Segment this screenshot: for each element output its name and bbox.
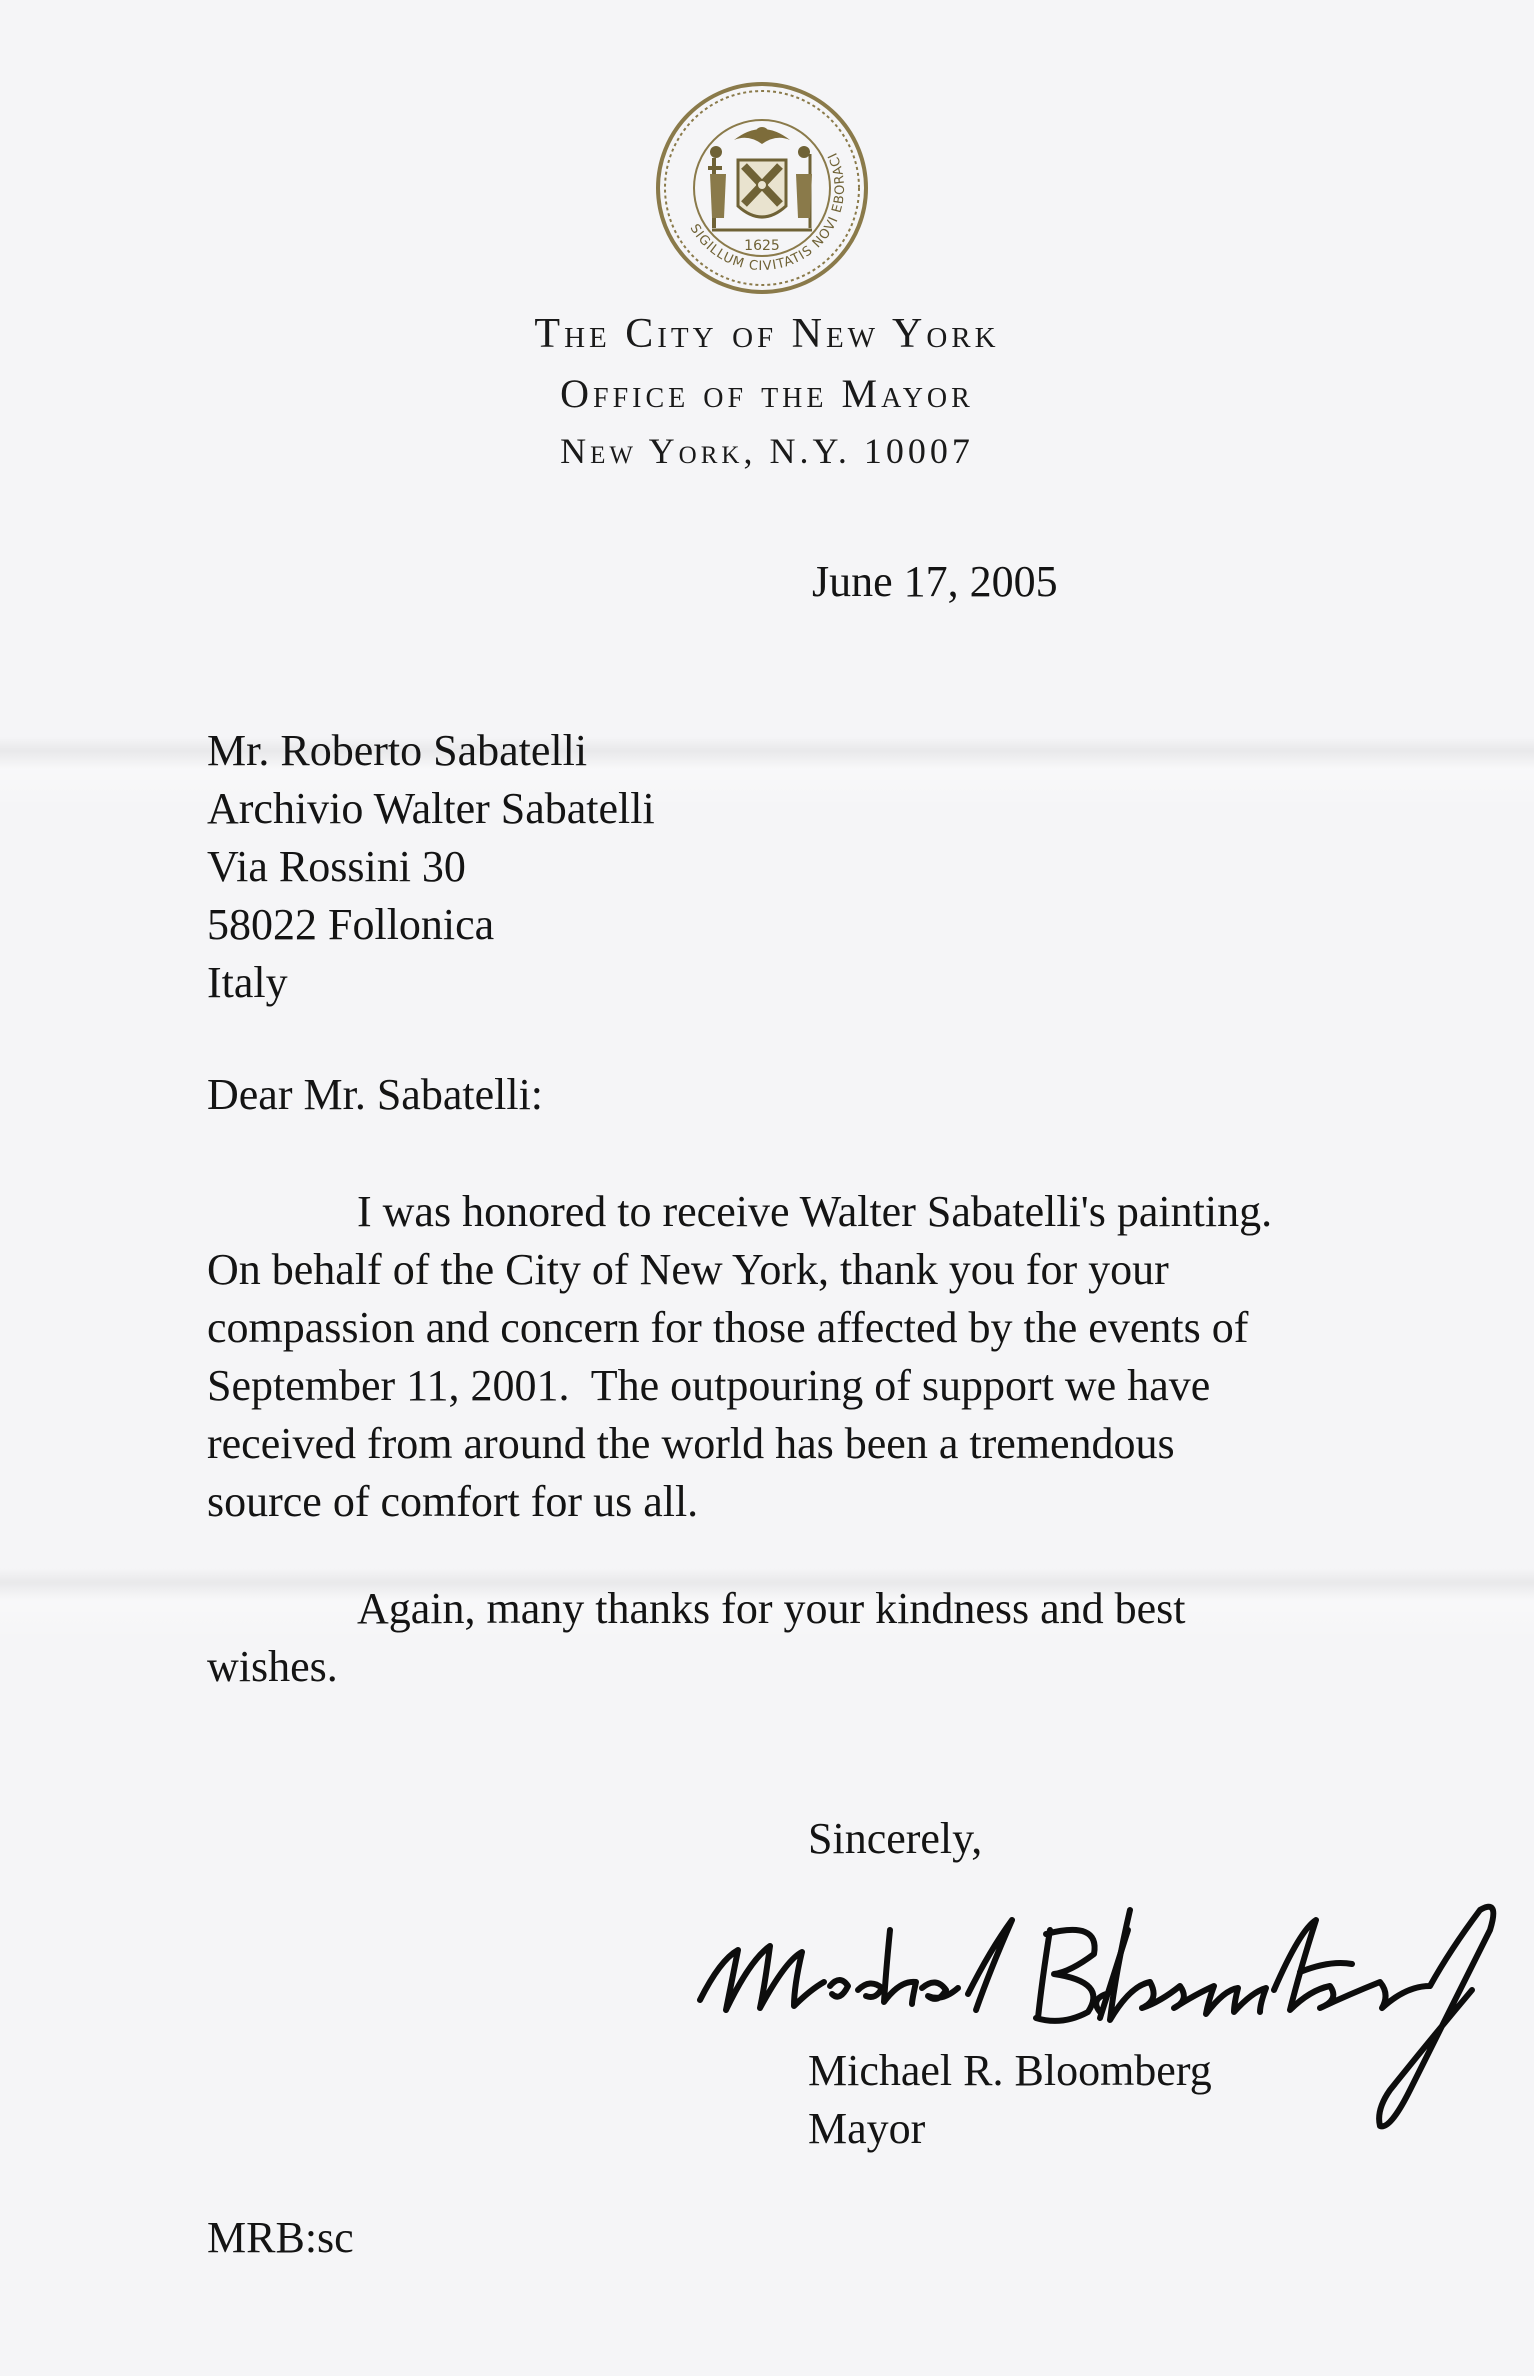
body-line: source of comfort for us all. bbox=[207, 1477, 699, 1526]
letter-date: June 17, 2005 bbox=[812, 557, 1058, 606]
closing: Sincerely, bbox=[808, 1814, 983, 1863]
body-line: Again, many thanks for your kindness and best bbox=[357, 1584, 1186, 1633]
body-paragraph-1 bbox=[207, 1183, 1272, 1531]
signer-name: Michael R. Bloomberg bbox=[808, 2046, 1212, 2095]
salutation: Dear Mr. Sabatelli: bbox=[207, 1070, 544, 1119]
letterhead-address: New York, N.Y. 10007 bbox=[560, 431, 974, 471]
letterhead-city: The City of New York bbox=[534, 311, 1000, 357]
body-line: received from around the world has been a tremendous bbox=[207, 1419, 1175, 1468]
body-line: I was honored to receive Walter Sabatelli's painting. bbox=[357, 1187, 1273, 1236]
signer-title: Mayor bbox=[808, 2104, 926, 2153]
body-line: compassion and concern for those affected by the events of bbox=[207, 1303, 1249, 1352]
body-paragraph-2 bbox=[207, 1580, 1186, 1696]
recipient-name: Mr. Roberto Sabatelli bbox=[207, 726, 588, 775]
recipient-address bbox=[207, 722, 655, 1012]
signer-block bbox=[808, 2042, 1212, 2158]
recipient-country: Italy bbox=[207, 958, 288, 1007]
body-line: September 11, 2001. The outpouring of support we have bbox=[207, 1361, 1211, 1410]
reference-initials: MRB:sc bbox=[207, 2213, 354, 2262]
recipient-organization: Archivio Walter Sabatelli bbox=[207, 784, 655, 833]
recipient-street: Via Rossini 30 bbox=[207, 842, 466, 891]
seal-year: 1625 bbox=[744, 238, 780, 254]
recipient-city: 58022 Follonica bbox=[207, 900, 495, 949]
body-line: wishes. bbox=[207, 1642, 338, 1691]
letterhead-office: Office of the Mayor bbox=[560, 371, 974, 416]
city-seal bbox=[652, 78, 872, 298]
seal-motto: SIGILLUM CIVITATIS NOVI EBORACI bbox=[686, 149, 849, 275]
body-line: On behalf of the City of New York, thank you for your bbox=[207, 1245, 1169, 1294]
